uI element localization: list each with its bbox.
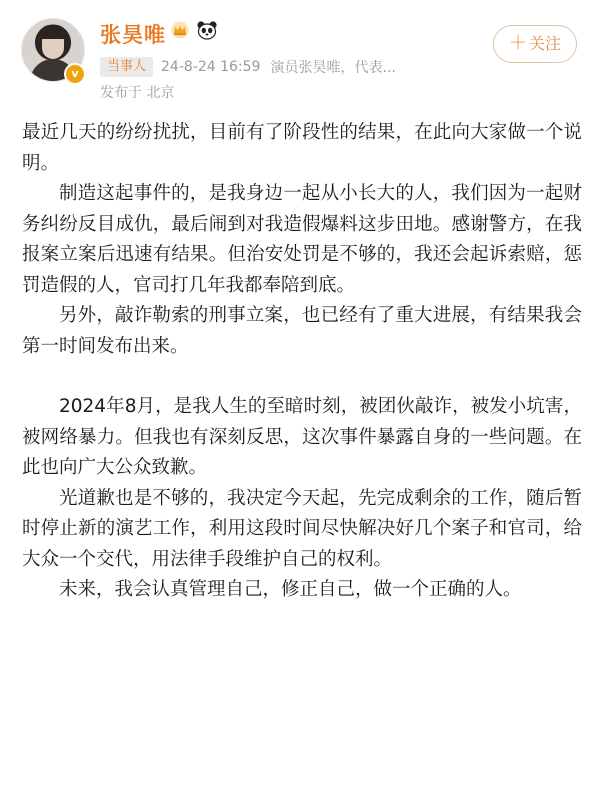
paragraph-spacer bbox=[22, 362, 582, 392]
follow-label: 关注 bbox=[528, 34, 561, 53]
involved-party-badge: 当事人 bbox=[100, 57, 153, 77]
post-body bbox=[22, 118, 582, 606]
crown-icon bbox=[170, 21, 190, 39]
post-location: 发布于 北京 bbox=[100, 85, 175, 101]
post-header bbox=[0, 0, 600, 110]
post-timestamp[interactable]: 24-8-24 16:59 bbox=[161, 59, 261, 75]
post-paragraph: 另外，敲诈勒索的刑事立案，也已经有了重大进展，有结果我会第一时间发布出来。 bbox=[22, 305, 582, 357]
follow-button[interactable] bbox=[493, 25, 577, 63]
post-paragraph: 光道歉也是不够的，我决定今天起，先完成剩余的工作，随后暂时停止新的演艺工作，利用这段时间尽快解决好几个案子和官司，给大众一个交代，用法律手段维护自己的权利。 bbox=[22, 487, 582, 570]
post-meta bbox=[100, 56, 396, 78]
user-description: 演员张昊唯，代表... bbox=[270, 60, 396, 76]
post-paragraph: 最近几天的纷纷扰扰，目前有了阶段性的结果，在此向大家做一个说明。 bbox=[22, 122, 582, 174]
post-paragraph: 制造这起事件的，是我身边一起从小长大的人，我们因为一起财务纠纷反目成仇，最后闹到对我造假爆料这步田地。感谢警方，在我报案立案后迅速有结果。但治安处罚是不够的，我还会起诉索赔，惩罚造假的人，官司打几年我都奉陪到底。 bbox=[22, 183, 582, 296]
post-paragraph: 2024年8月，是我人生的至暗时刻，被团伙敲诈，被发小坑害，被网络暴力。但我也有深刻反思，这次事件暴露自身的一些问题。在此也向广大公众致歉。 bbox=[22, 396, 582, 478]
panda-icon bbox=[196, 20, 218, 40]
verified-badge-icon: v bbox=[64, 63, 86, 85]
plus-icon: ＋ bbox=[508, 33, 527, 54]
post-paragraph: 未来，我会认真管理自己，修正自己，做一个正确的人。 bbox=[59, 579, 522, 600]
user-name[interactable]: 张昊唯 bbox=[100, 23, 166, 47]
avatar-hair bbox=[39, 25, 67, 39]
